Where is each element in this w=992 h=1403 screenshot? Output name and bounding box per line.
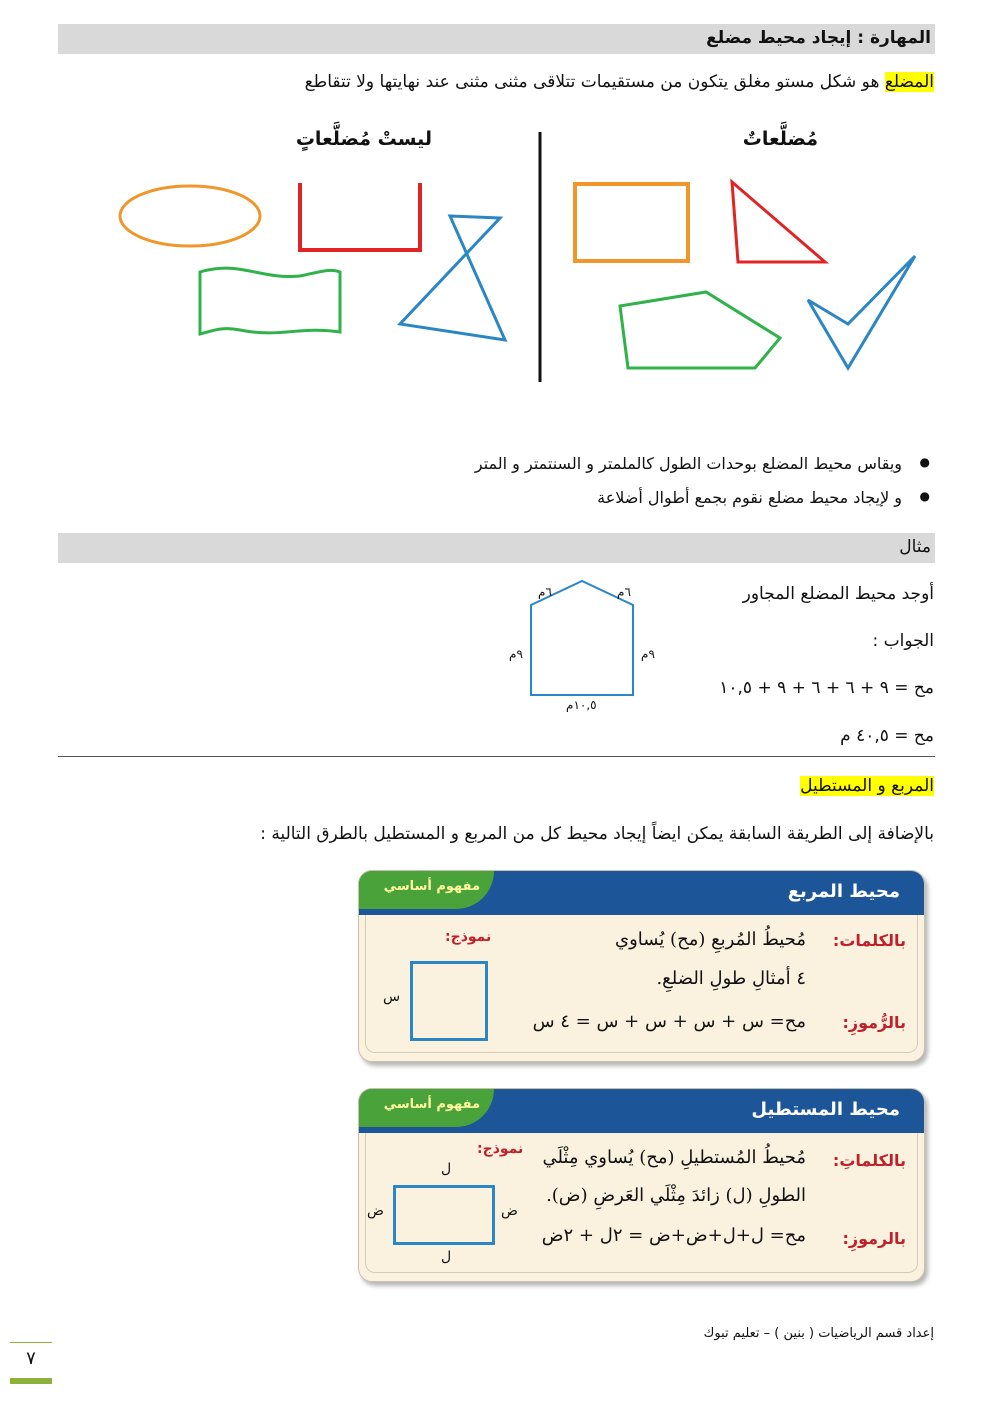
skill-header-bar <box>58 24 935 54</box>
label-right: ٩م <box>641 647 655 661</box>
blue-crossed-shape <box>400 216 505 340</box>
example-shape <box>500 575 670 715</box>
orange-ellipse <box>120 186 260 246</box>
rect-model-label: نموذج: <box>477 1141 524 1157</box>
label-left: ٩م <box>509 647 523 661</box>
square-model-shape <box>410 961 488 1041</box>
definition-line <box>305 72 934 92</box>
square-words-line-2: ٤ أمثالِ طولِ الضلعِ. <box>656 968 806 989</box>
section2-title: المربع و المستطيل <box>800 776 934 796</box>
rectangle-concept-box <box>358 1088 925 1282</box>
section2-intro: بالإضافة إلى الطريقة السابقة يمكن ايضاً إيجاد محيط كل من المربع و المستطيل بالطرق التالية : <box>260 824 934 844</box>
rect-words-line-2: الطولِ (ل) زائدَ مِثْلَي العَرضِ (ض). <box>546 1185 806 1206</box>
example-question: أوجد محيط المضلع المجاور <box>742 584 934 604</box>
polygons-drawing <box>110 120 930 390</box>
rect-symbols: مح= ل+ل+ض+ض = ٢ل + ٢ض <box>541 1225 806 1246</box>
example-title: مثال <box>899 537 931 557</box>
square-box-tag-text: مفهوم أساسي <box>383 879 480 894</box>
skill-title: المهارة : إيجاد محيط مضلع <box>706 28 931 48</box>
example-answer-label: الجواب : <box>872 631 934 651</box>
square-words-line-1: مُحيطُ المُربعِ (مح) يُساوي <box>615 929 806 950</box>
rect-length-label-bottom: ل <box>441 1249 452 1265</box>
bullet-item: ● و لإيجاد محيط مضلع نقوم بجمع أطوال أضلاعة <box>302 488 902 522</box>
label-top-right: ٦م <box>617 585 631 599</box>
footer-credit: إعداد قسم الرياضيات ( بنين ) – تعليم تبوك <box>703 1326 934 1341</box>
rect-words-line-1: مُحيطُ المُستطيلِ (مح) يُساوي مِثْلَي <box>542 1147 806 1168</box>
example-step-1: مح = ٩ + ٦ + ٦ + ٩ + ١٠,٥ <box>719 678 934 698</box>
bullet-list <box>302 454 902 522</box>
orange-rectangle <box>575 184 688 261</box>
rect-length-label-top: ل <box>441 1161 452 1177</box>
definition-text: هو شكل مستو مغلق يتكون من مستقيمات تتلاقى مثنى مثنى عند نهايتها ولا تتقاطع <box>304 72 885 92</box>
rect-width-label-left: ض <box>367 1203 384 1219</box>
green-curved-shape <box>200 268 340 334</box>
rect-width-label-right: ض <box>501 1203 518 1219</box>
page-number-rule-bottom <box>10 1378 52 1384</box>
section-divider <box>58 756 935 757</box>
label-top-left: ٦م <box>538 585 552 599</box>
square-model-label: نموذج: <box>445 929 492 945</box>
square-box-title: محيط المربع <box>787 881 900 902</box>
rect-box-title: محيط المستطيل <box>751 1099 900 1120</box>
polygons-figure <box>110 120 930 390</box>
rect-box-tag <box>359 1089 494 1127</box>
square-side-label: س <box>383 989 401 1005</box>
label-bottom: ١٠,٥م <box>566 698 597 712</box>
polygons-heading: مُضلَّعاتٌ <box>742 128 818 150</box>
bullet-item: ● ويقاس محيط المضلع بوحدات الطول كالملمتر و السنتمتر و المتر <box>302 454 902 488</box>
example-step-2: مح = ٤٠,٥ م <box>840 726 934 746</box>
red-open-shape <box>300 183 420 250</box>
square-symbols-label: بالرُّموزِ: <box>842 1013 906 1032</box>
square-words-label: بالكلمات: <box>832 931 906 950</box>
example-bar <box>58 533 935 563</box>
green-pentagon <box>620 292 780 368</box>
square-symbols: مح= س + س + س + س = ٤ س <box>532 1011 806 1032</box>
red-triangle <box>732 182 825 262</box>
blue-check-shape <box>808 256 915 368</box>
page-number-rule-top <box>10 1342 52 1343</box>
rect-symbols-label: بالرموزِ: <box>842 1229 906 1248</box>
square-concept-box <box>358 870 925 1062</box>
rect-box-tag-text: مفهوم أساسي <box>383 1097 480 1112</box>
rect-words-label: بالكلماتِ: <box>832 1151 906 1170</box>
rect-model-shape <box>393 1185 495 1245</box>
square-box-tag <box>359 871 494 909</box>
not-polygons-heading: ليستْ مُضلَّعاتٍ <box>295 128 432 150</box>
page-number: ٧ <box>26 1348 36 1369</box>
section2-title-wrap <box>800 776 934 796</box>
definition-term: المضلع <box>884 72 934 92</box>
